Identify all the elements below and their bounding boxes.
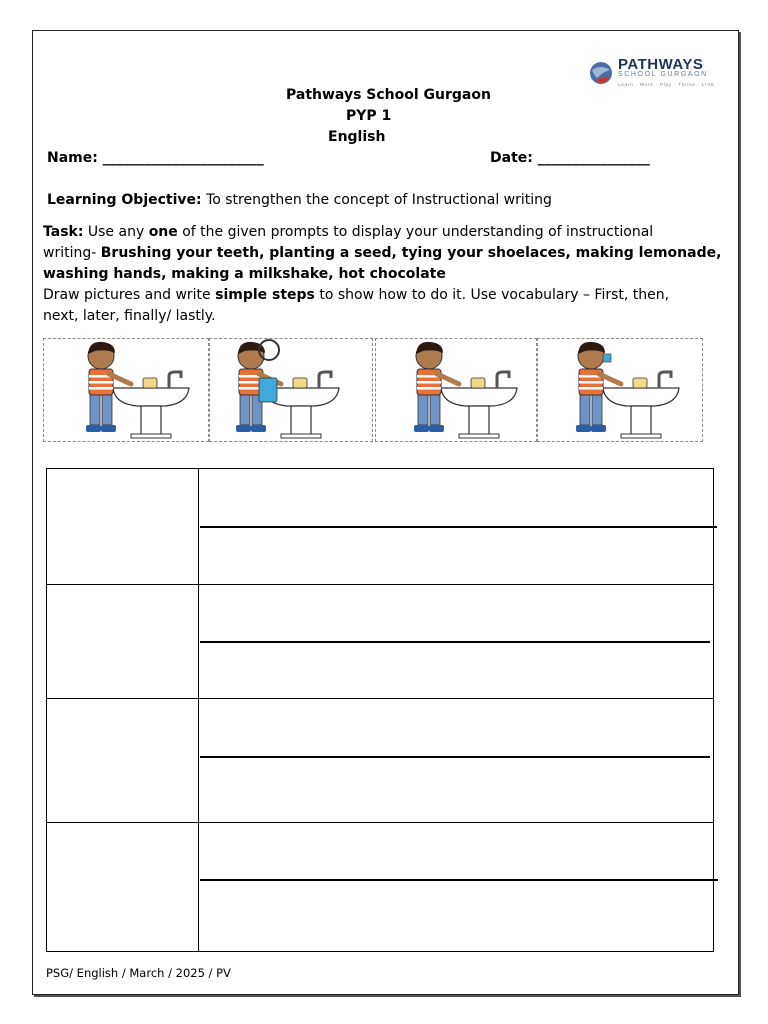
step-row [47, 699, 713, 823]
boy-drying-hands-step-2-icon [236, 340, 339, 438]
boy-drinking-water-step-4-icon [576, 342, 679, 438]
task-line-5: next, later, finally/ lastly. [43, 308, 216, 324]
task-text: Draw pictures and write [43, 287, 216, 303]
boy-washing-hands-step-1-icon [86, 342, 189, 438]
name-field[interactable]: Name: _______________________ [47, 150, 264, 166]
globe-logo-icon [588, 58, 614, 88]
task-line-4 [43, 285, 669, 307]
writing-line[interactable] [200, 756, 710, 758]
writing-line[interactable] [200, 879, 718, 881]
step-row [47, 585, 713, 699]
step-row [47, 823, 713, 953]
grade-label: PYP 1 [346, 108, 392, 124]
logo-tagline: Learn · Work · Play · Thrive · LIVE [618, 82, 715, 87]
logo-subtitle: SCHOOL GURGAON [618, 71, 708, 78]
task-emphasis: one [148, 224, 178, 240]
step-row [47, 469, 713, 585]
task-line-2 [43, 243, 721, 265]
task-text: Use any [83, 224, 149, 240]
boy-washing-hands-step-3-icon [414, 342, 517, 438]
school-logo [588, 56, 718, 92]
task-emphasis: simple steps [215, 287, 315, 303]
learning-objective [47, 190, 552, 212]
steps-table [46, 468, 714, 952]
writing-line[interactable] [200, 526, 710, 528]
task-text: writing- [43, 245, 101, 261]
footer-reference: PSG/ English / March / 2025 / PV [46, 966, 231, 980]
task-text: to show how to do it. Use vocabulary – First, then, [314, 287, 670, 303]
date-field[interactable]: Date: ________________ [490, 150, 650, 166]
task-label: Task: [43, 224, 84, 240]
school-name: Pathways School Gurgaon [286, 87, 491, 103]
objective-label: Learning Objective: [47, 192, 202, 208]
objective-text: To strengthen the concept of Instructional writing [201, 192, 552, 208]
task-line-3 [43, 264, 446, 286]
writing-line[interactable] [200, 641, 710, 643]
subject-label: English [328, 129, 386, 145]
handwashing-illustrations [43, 338, 703, 442]
task-prompts: washing hands, making a milkshake, hot chocolate [43, 266, 446, 282]
logo-name: PATHWAYS [618, 56, 704, 73]
illustration-strip [43, 338, 703, 442]
task-line-1 [43, 222, 653, 244]
task-text: of the given prompts to display your understanding of instructional [177, 224, 654, 240]
writing-line-end [709, 526, 717, 528]
task-prompts: Brushing your teeth, planting a seed, tying your shoelaces, making lemonade, [100, 245, 722, 261]
